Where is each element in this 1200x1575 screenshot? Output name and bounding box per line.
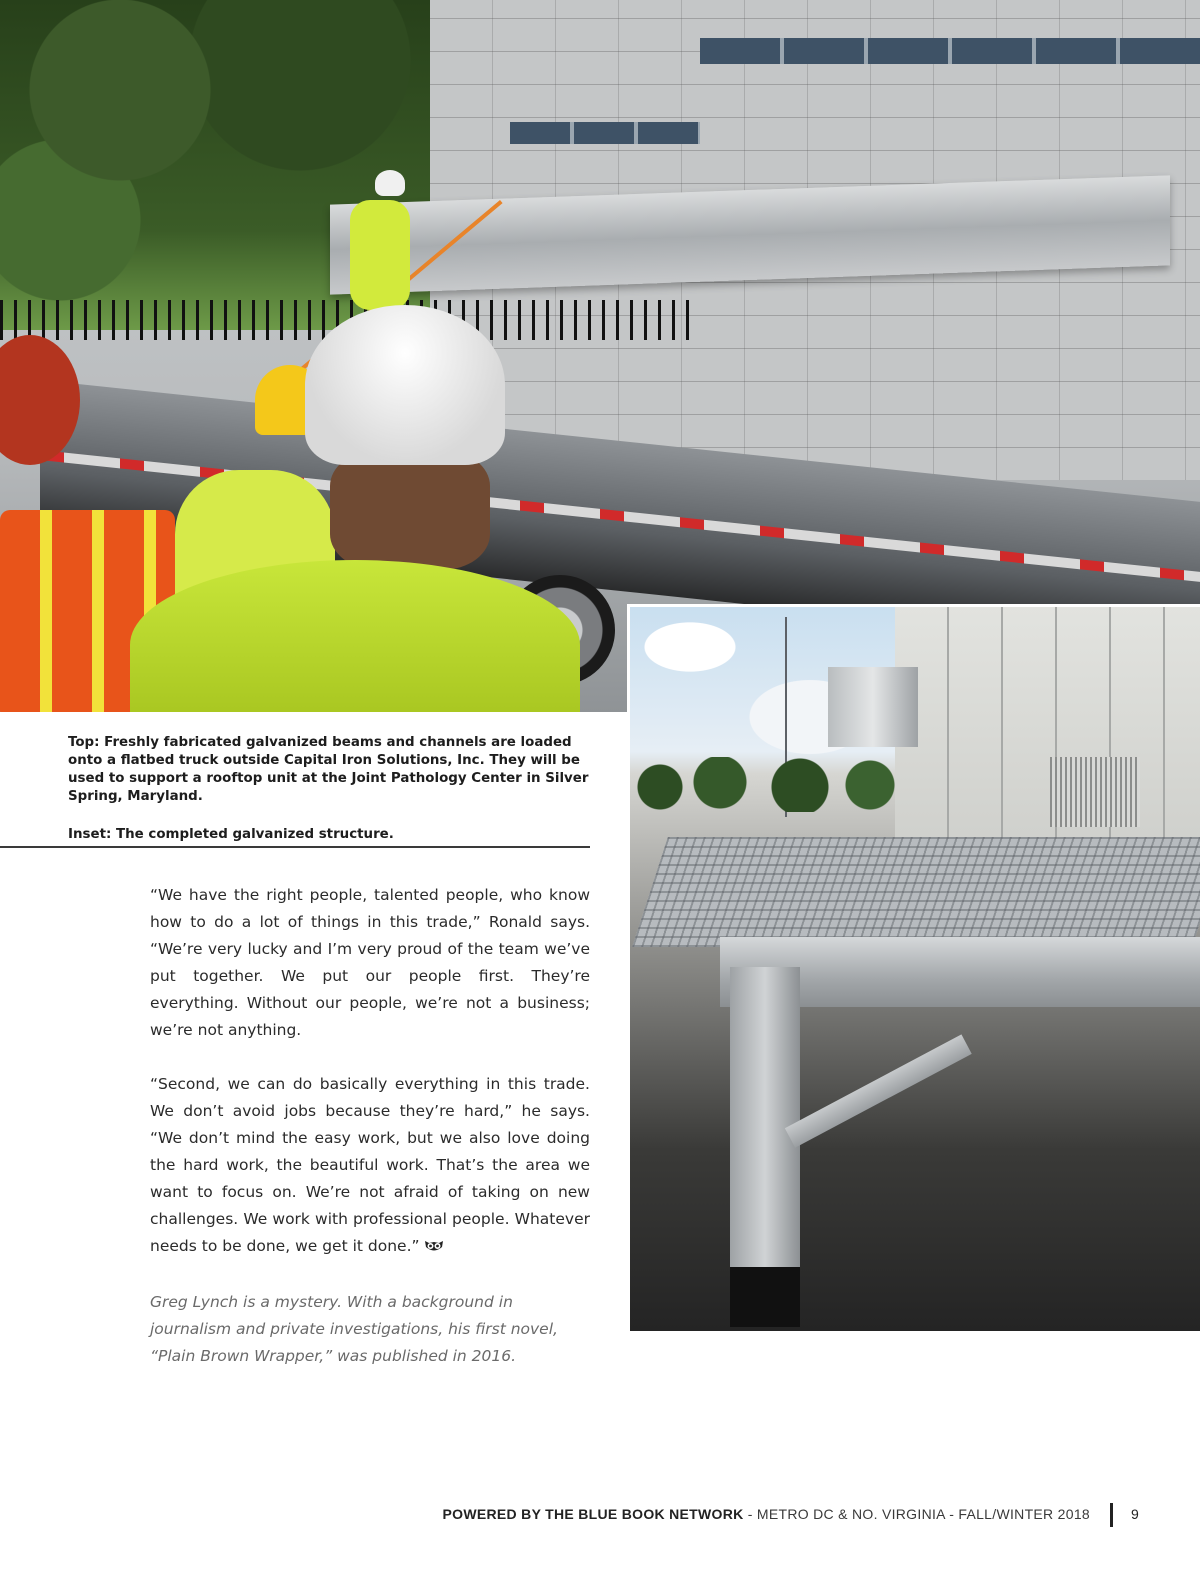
- caption-top: Top: Freshly fabricated galvanized beams and channels are loaded onto a flatbed truck outside Capital Iron Solutions, Inc. They will be used to support a rooftop unit at the Joint Pathology Center in Silver Spring, Maryland.: [68, 735, 589, 804]
- footer-publication: - METRO DC & NO. VIRGINIA - FALL/WINTER 2018: [743, 1506, 1090, 1522]
- hard-hat-white: [305, 305, 505, 465]
- owl-icon: [424, 1235, 444, 1262]
- worker-rigging: [350, 200, 410, 310]
- article-paragraph: [150, 1071, 590, 1262]
- hard-hat-rigging: [375, 170, 405, 196]
- support-leg: [730, 967, 800, 1327]
- inset-photo: [627, 604, 1200, 1331]
- grating-platform: [632, 837, 1200, 947]
- caption-divider: [0, 846, 590, 848]
- article-body: [150, 882, 590, 1397]
- building-windows-lower: [510, 122, 700, 144]
- article-paragraph-text: “Second, we can do basically everything in this trade. We don’t avoid jobs because they’re hard,” he says. “We don’t mind the easy work, but we also love doing the hard work, the beautiful work. That’s the area we want to focus on. We’re not afraid of taking on new challenges. We work with professional people. Whatever needs to be done, we get it done.”: [150, 1075, 590, 1255]
- unit-vent: [1050, 757, 1140, 827]
- photo-caption: [68, 734, 596, 864]
- treeline: [630, 757, 900, 812]
- author-bio: Greg Lynch is a mystery. With a background in journalism and private investigations, his first novel, “Plain Brown Wrapper,” was published in 2016.: [150, 1293, 558, 1365]
- footer-separator: [1110, 1503, 1113, 1527]
- caption-inset: Inset: The completed galvanized structure.: [68, 827, 394, 842]
- footer-brand: POWERED BY THE BLUE BOOK NETWORK: [442, 1506, 744, 1522]
- page-number: 9: [1131, 1506, 1139, 1522]
- duct: [828, 667, 918, 747]
- diagonal-brace: [785, 1034, 972, 1147]
- worker-neck: [330, 450, 490, 570]
- building-windows: [700, 38, 1200, 64]
- article-paragraph: “We have the right people, talented people, who know how to do a lot of things in this trade,” Ronald says. “We’re very lucky and I’m very proud of the team we’ve put together. We put our people first. They’re everything. Without our people, we’re not a business; we’re not anything.: [150, 886, 590, 1039]
- page-footer: [0, 1506, 1090, 1522]
- rooftop-unit: [895, 607, 1200, 847]
